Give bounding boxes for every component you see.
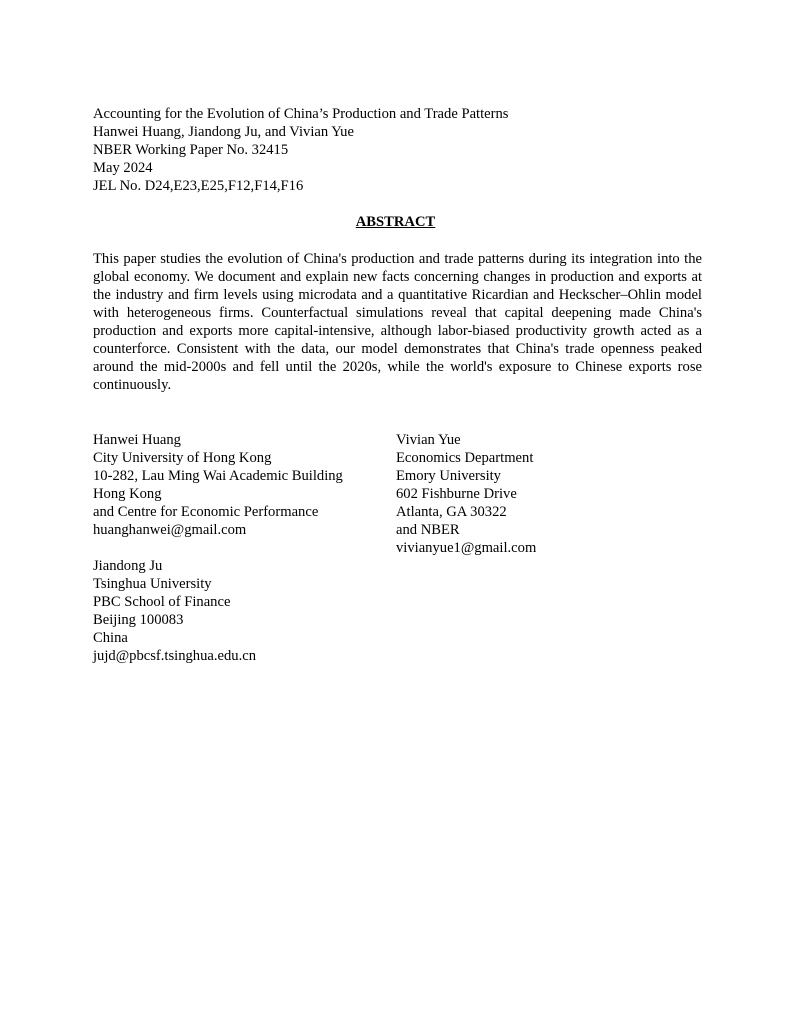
author-email: vivianyue1@gmail.com [396, 540, 537, 556]
abstract-heading: ABSTRACT [355, 214, 436, 230]
jel-codes: JEL No. D24,E23,E25,F12,F14,F16 [93, 178, 304, 194]
author-affiliation: Emory University [396, 468, 501, 484]
author-address-line: Hong Kong [93, 486, 162, 502]
author-address-line: China [93, 630, 128, 646]
author-address-line: 10-282, Lau Ming Wai Academic Building [93, 468, 343, 484]
author-address-huang [93, 431, 393, 539]
abstract-text: This paper studies the evolution of China's production and trade patterns during its integration into the global economy. We document and explain new facts concerning changes in production and exports at the industry and firm levels using microdata and a quantitative Ricardian and Heckscher–Ohlin model with heterogeneous firms. Counterfactual simulations reveal that capital deepening made China's production and exports more capital-intensive, although labor-biased productivity growth acted as a counterforce. Consistent with the data, our model demonstrates that China's trade openness peaked around the mid-2000s and fell until the 2020s, while the world's exposure to Chinese exports rose continuously. [93, 251, 702, 393]
author-department: Economics Department [396, 450, 534, 466]
paper-authors: Hanwei Huang, Jiandong Ju, and Vivian Yue [93, 124, 354, 140]
author-address-ju [93, 557, 393, 665]
author-address-line: Atlanta, GA 30322 [396, 504, 507, 520]
author-address-line: 602 Fishburne Drive [396, 486, 517, 502]
paper-header [93, 105, 713, 195]
author-name: Vivian Yue [396, 432, 461, 448]
author-affiliation: City University of Hong Kong [93, 450, 272, 466]
paper-date: May 2024 [93, 160, 153, 176]
paper-title: Accounting for the Evolution of China’s Production and Trade Patterns [93, 106, 509, 122]
author-address-line: Beijing 100083 [93, 612, 184, 628]
author-affiliation: Tsinghua University [93, 576, 212, 592]
author-affiliation: and Centre for Economic Performance [93, 504, 319, 520]
author-affiliation: and NBER [396, 522, 460, 538]
author-address-yue [396, 431, 696, 557]
author-name: Jiandong Ju [93, 558, 163, 574]
author-email: jujd@pbcsf.tsinghua.edu.cn [93, 648, 256, 664]
working-paper-number: NBER Working Paper No. 32415 [93, 142, 289, 158]
author-name: Hanwei Huang [93, 432, 181, 448]
author-email: huanghanwei@gmail.com [93, 522, 247, 538]
author-department: PBC School of Finance [93, 594, 231, 610]
